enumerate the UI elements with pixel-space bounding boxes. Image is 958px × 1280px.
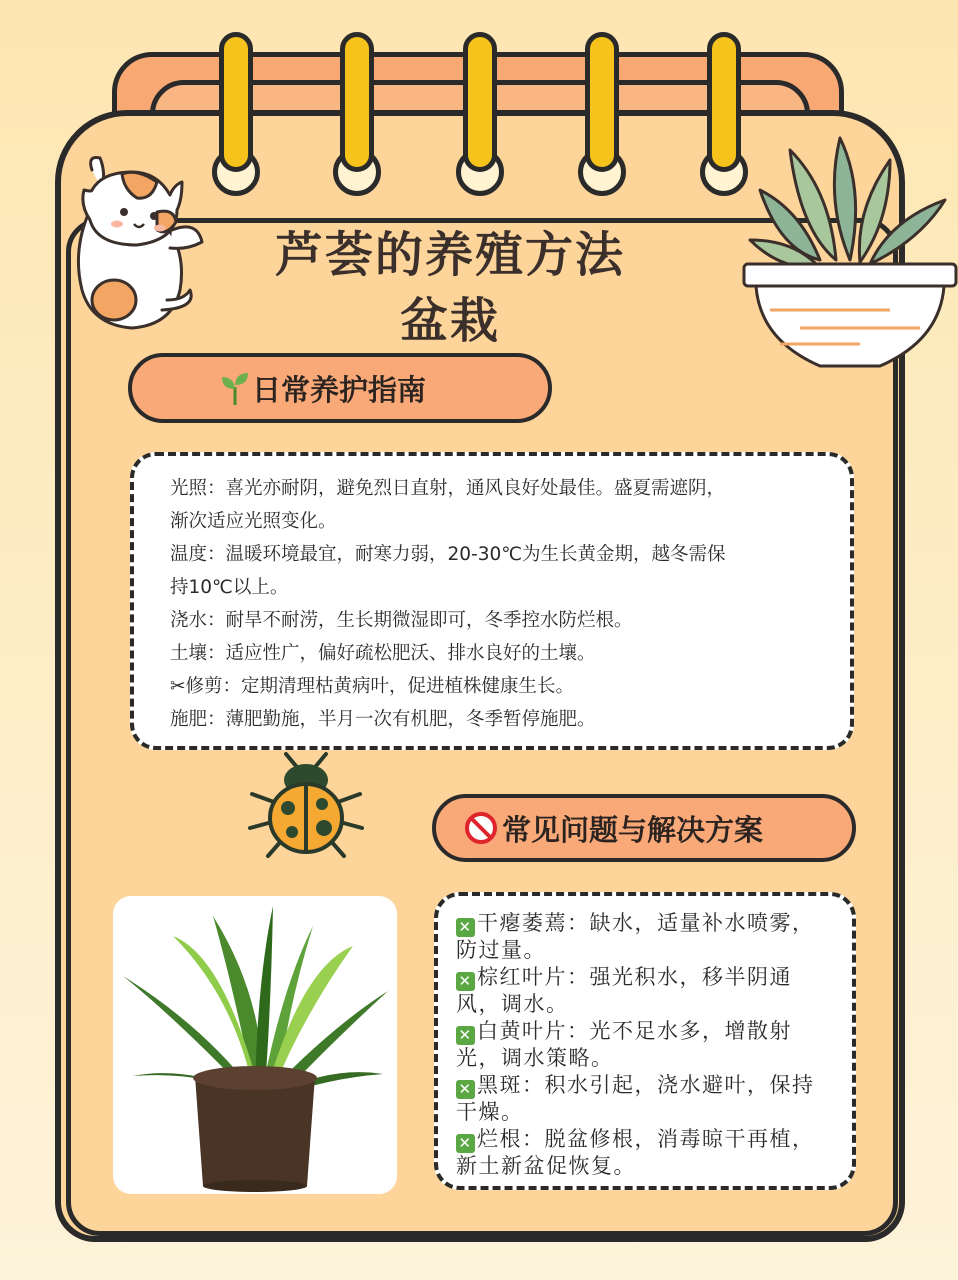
care-line: 土壤：适应性广，偏好疏松肥沃、排水良好的土壤。 <box>170 643 596 664</box>
title-line-1: 芦荟的养殖方法 <box>274 227 625 283</box>
sprout-icon <box>220 371 250 405</box>
problem-line: 风，调水。 <box>456 992 569 1016</box>
cat-illustration <box>62 150 212 332</box>
problem-line: 新土新盆促恢复。 <box>456 1154 636 1178</box>
aloe-photo <box>113 896 397 1194</box>
cross-mark-box-icon: ✕ <box>456 1026 475 1045</box>
title-line-2: 盆栽 <box>399 293 500 349</box>
problem-line: 光，调水策略。 <box>456 1046 614 1070</box>
problem-line: ✕ 棕红叶片：强光积水，移半阴通 <box>456 964 852 991</box>
care-line: ✂修剪：定期清理枯黄病叶，促进植株健康生长。 <box>170 676 575 697</box>
problems-card <box>434 892 856 1190</box>
ring <box>219 32 253 172</box>
care-line: 光照：喜光亦耐阴，避免烈日直射，通风良好处最佳。盛夏需遮阴， <box>170 478 726 499</box>
page-title <box>200 222 700 354</box>
prohibited-icon <box>464 811 498 845</box>
potted-succulent-illustration <box>740 130 958 370</box>
cross-mark-box-icon: ✕ <box>456 1080 475 1099</box>
daily-care-heading-label: 日常养护指南 <box>252 372 427 407</box>
problem-line: ✕ 黑斑：积水引起，浇水避叶，保持 <box>456 1072 852 1099</box>
care-line: 温度：温暖环境最宜，耐寒力弱，20-30℃为生长黄金期，越冬需保 <box>170 544 726 565</box>
daily-care-heading <box>128 353 552 423</box>
problem-line: 防过量。 <box>456 938 546 962</box>
problems-heading-label: 常见问题与解决方案 <box>502 812 764 847</box>
care-line: 渐次适应光照变化。 <box>170 511 337 532</box>
ring <box>585 32 619 172</box>
daily-care-card <box>130 452 854 750</box>
problem-line: ✕ 干瘪萎蔫：缺水，适量补水喷雾， <box>456 910 852 937</box>
ring <box>707 32 741 172</box>
problem-line: 干燥。 <box>456 1100 524 1124</box>
problems-heading <box>432 794 856 862</box>
ring <box>340 32 374 172</box>
ring <box>463 32 497 172</box>
ladybug-illustration <box>244 752 368 862</box>
care-line: 持10℃以上。 <box>170 577 289 598</box>
care-line: 浇水：耐旱不耐涝，生长期微湿即可，冬季控水防烂根。 <box>170 610 633 631</box>
cross-mark-box-icon: ✕ <box>456 918 475 937</box>
problem-line: ✕ 白黄叶片：光不足水多，增散射 <box>456 1018 852 1045</box>
cross-mark-box-icon: ✕ <box>456 1134 475 1153</box>
problem-line: ✕ 烂根：脱盆修根，消毒晾干再植， <box>456 1126 852 1153</box>
cross-mark-box-icon: ✕ <box>456 972 475 991</box>
care-line: 施肥：薄肥勤施，半月一次有机肥，冬季暂停施肥。 <box>170 709 596 730</box>
aloe-plant-image <box>113 896 397 1194</box>
